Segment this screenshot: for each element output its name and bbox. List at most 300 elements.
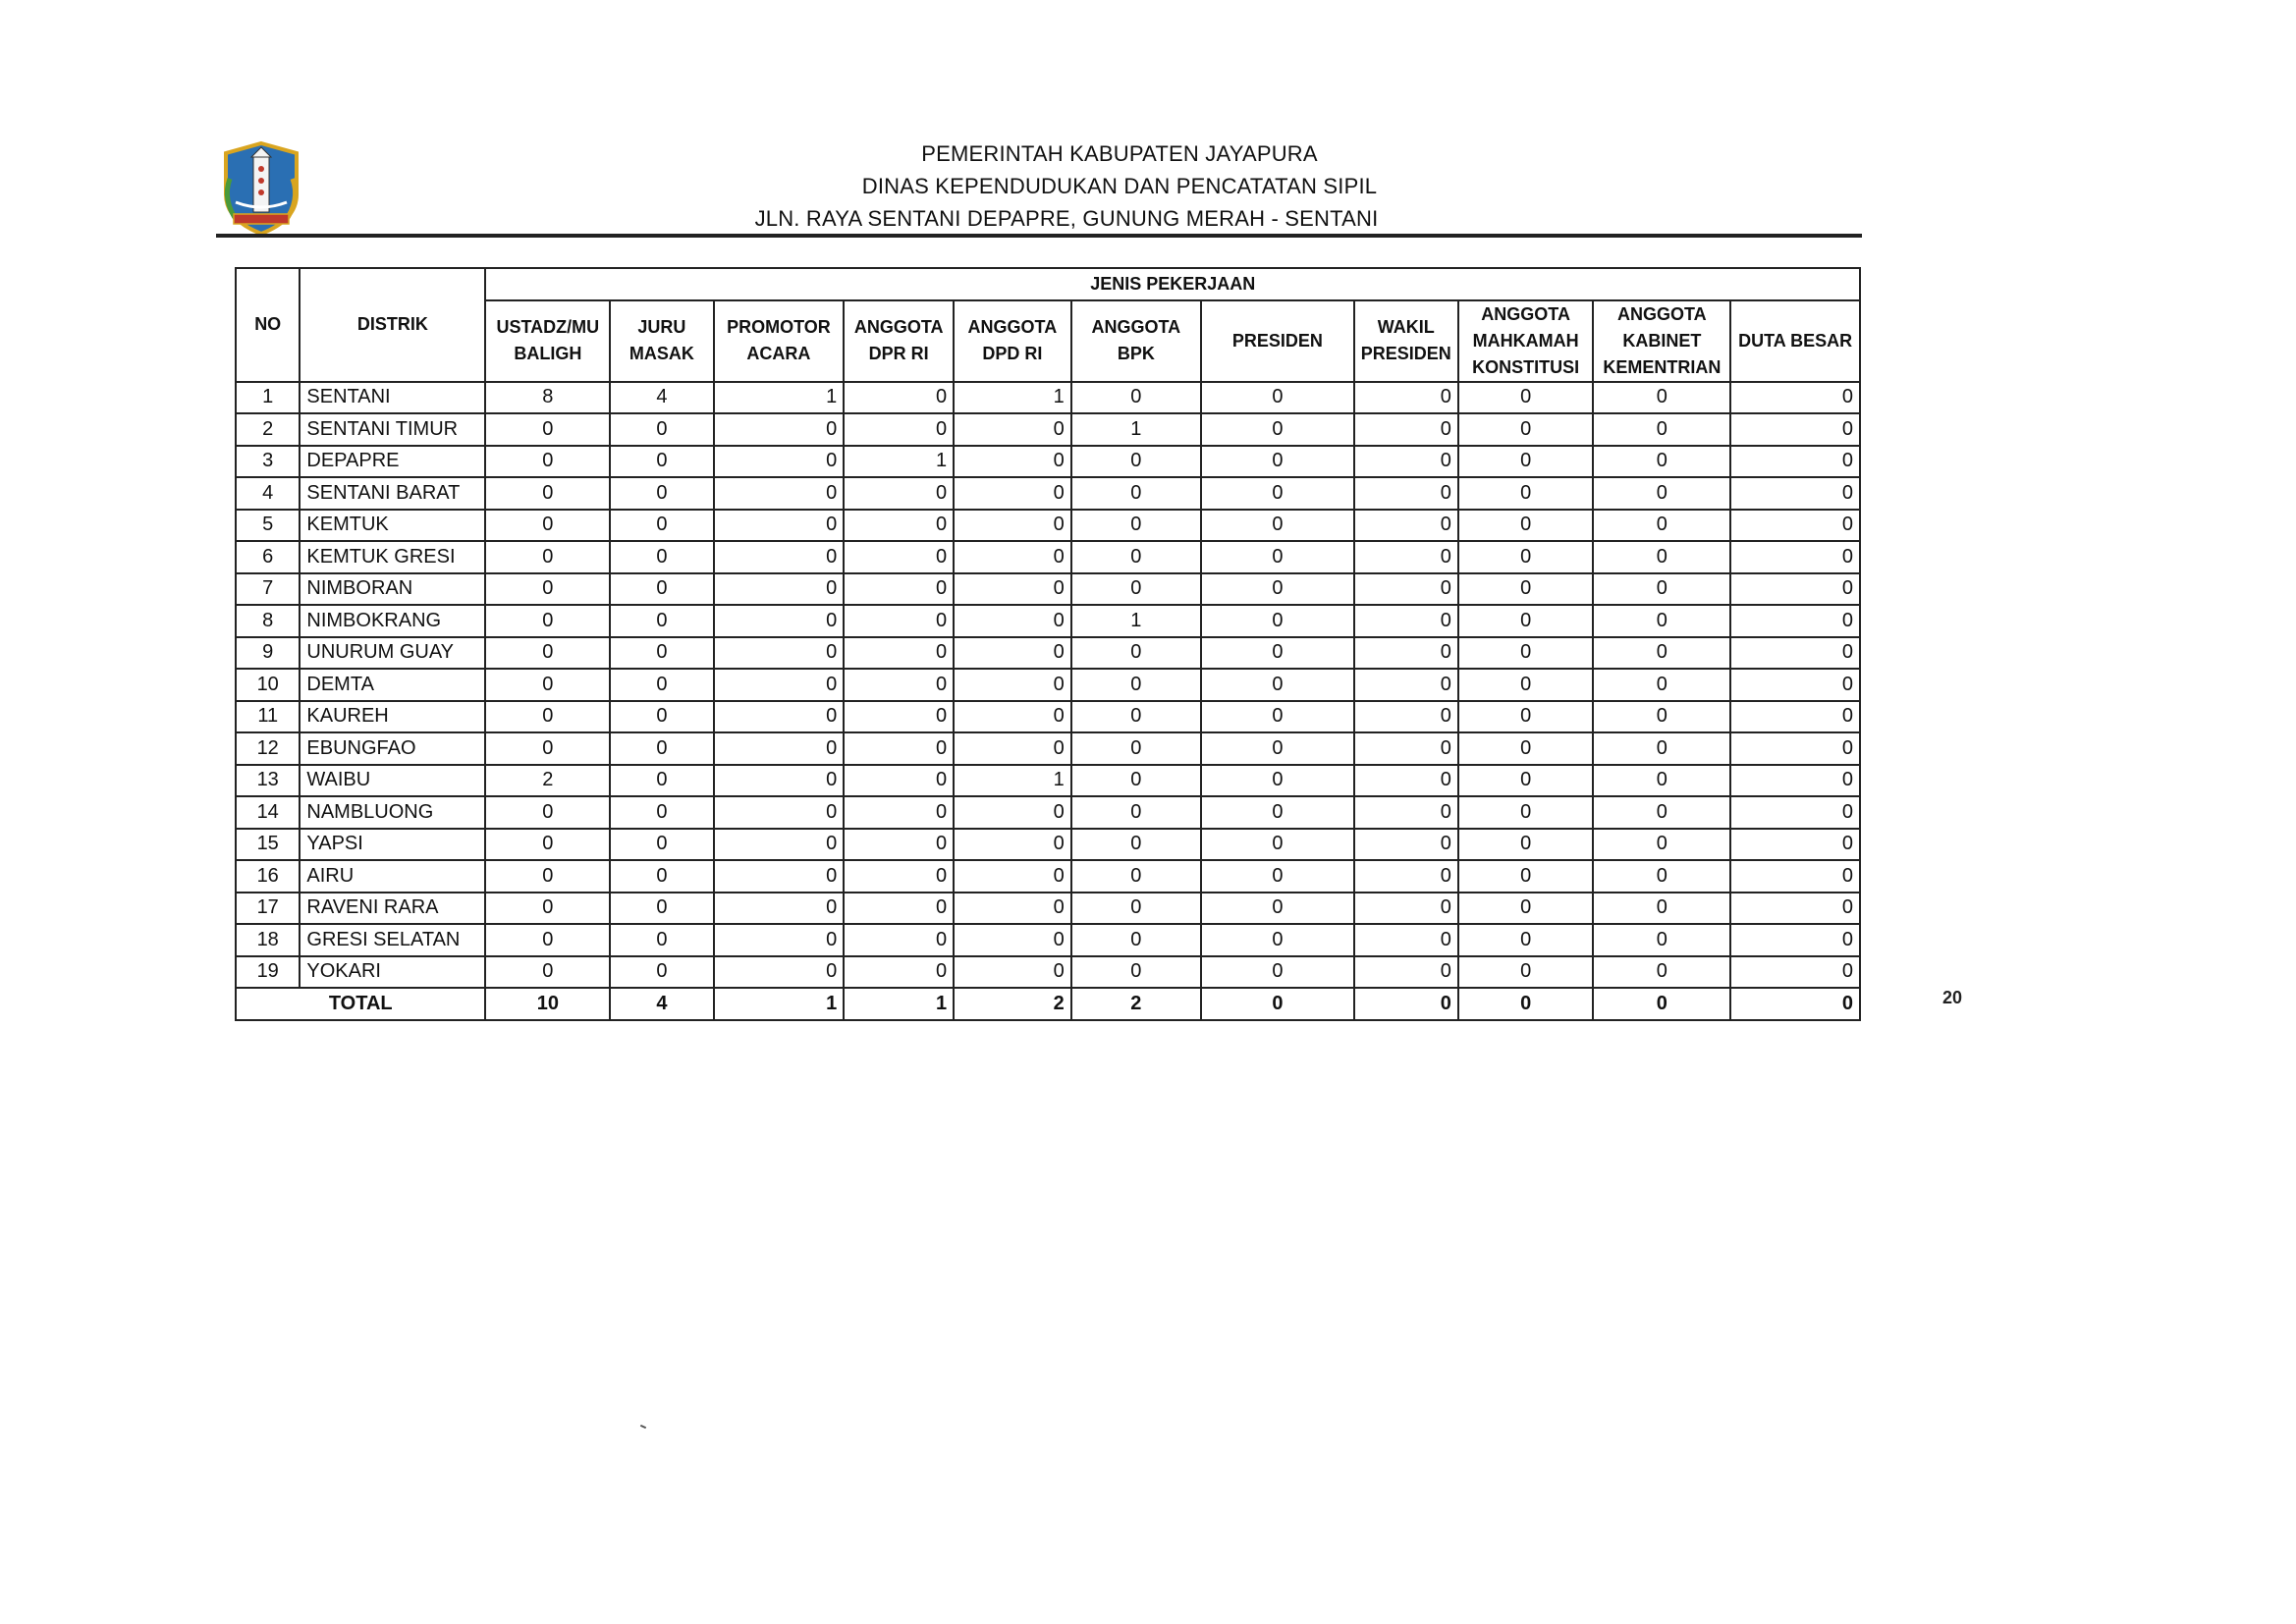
table-row [236, 765, 1860, 797]
count-cell: 2 [485, 765, 610, 797]
count-cell: 0 [844, 477, 954, 510]
district-name: NIMBORAN [300, 573, 485, 606]
count-cell: 0 [1593, 829, 1730, 861]
row-number: 13 [236, 765, 300, 797]
letterhead-divider [216, 234, 1862, 238]
count-cell: 0 [714, 701, 845, 733]
row-number: 17 [236, 893, 300, 925]
count-cell: 0 [954, 796, 1071, 829]
count-cell: 0 [1071, 541, 1201, 573]
count-cell: 0 [714, 541, 845, 573]
total-cell: 0 [1730, 988, 1860, 1020]
count-cell: 0 [1593, 573, 1730, 606]
count-cell: 0 [1458, 541, 1594, 573]
header-line: WAKIL [1377, 317, 1435, 337]
total-cell: 1 [844, 988, 954, 1020]
count-cell: 0 [485, 732, 610, 765]
district-name: YOKARI [300, 956, 485, 989]
count-cell: 0 [1730, 924, 1860, 956]
header-line: KABINET [1622, 330, 1702, 351]
row-number: 6 [236, 541, 300, 573]
district-name: YAPSI [300, 829, 485, 861]
row-number: 18 [236, 924, 300, 956]
header-column [1730, 300, 1860, 382]
count-cell: 0 [1354, 924, 1458, 956]
count-cell: 0 [610, 669, 713, 701]
count-cell: 0 [1730, 510, 1860, 542]
header-jenis-pekerjaan: JENIS PEKERJAAN [485, 268, 1860, 300]
count-cell: 0 [485, 510, 610, 542]
count-cell: 0 [714, 956, 845, 989]
count-cell: 0 [1071, 701, 1201, 733]
count-cell: 1 [714, 382, 845, 414]
count-cell: 0 [1354, 796, 1458, 829]
header-line: ANGGOTA [1617, 303, 1707, 324]
count-cell: 0 [610, 510, 713, 542]
count-cell: 0 [1201, 541, 1354, 573]
count-cell: 0 [954, 860, 1071, 893]
count-cell: 0 [1201, 477, 1354, 510]
count-cell: 0 [485, 796, 610, 829]
total-cell: 2 [954, 988, 1071, 1020]
count-cell: 0 [1201, 924, 1354, 956]
count-cell: 0 [1354, 510, 1458, 542]
district-name: SENTANI BARAT [300, 477, 485, 510]
count-cell: 0 [844, 893, 954, 925]
header-line: DUTA BESAR [1738, 330, 1853, 351]
count-cell: 4 [610, 382, 713, 414]
count-cell: 0 [610, 765, 713, 797]
total-cell: 4 [610, 988, 713, 1020]
table-row [236, 860, 1860, 893]
count-cell: 0 [1201, 605, 1354, 637]
count-cell: 0 [1201, 701, 1354, 733]
count-cell: 0 [485, 829, 610, 861]
count-cell: 0 [1071, 796, 1201, 829]
count-cell: 0 [714, 796, 845, 829]
count-cell: 0 [1071, 573, 1201, 606]
header-column [1458, 300, 1594, 382]
district-name: RAVENI RARA [300, 893, 485, 925]
count-cell: 0 [485, 956, 610, 989]
count-cell: 0 [954, 637, 1071, 670]
table-row [236, 669, 1860, 701]
count-cell: 0 [1593, 382, 1730, 414]
count-cell: 0 [954, 732, 1071, 765]
row-number: 1 [236, 382, 300, 414]
count-cell: 0 [714, 446, 845, 478]
count-cell: 0 [1730, 669, 1860, 701]
count-cell: 0 [1201, 637, 1354, 670]
count-cell: 0 [714, 477, 845, 510]
count-cell: 0 [954, 477, 1071, 510]
header-column [485, 300, 610, 382]
total-label: TOTAL [236, 988, 485, 1020]
count-cell: 0 [1354, 413, 1458, 446]
count-cell: 0 [1458, 924, 1594, 956]
count-cell: 0 [1730, 637, 1860, 670]
row-number: 15 [236, 829, 300, 861]
table-row [236, 701, 1860, 733]
header-line: USTADZ/MU [496, 317, 600, 337]
count-cell: 0 [1071, 893, 1201, 925]
row-number: 19 [236, 956, 300, 989]
count-cell: 0 [844, 637, 954, 670]
header-column [844, 300, 954, 382]
count-cell: 0 [714, 765, 845, 797]
total-cell: 1 [714, 988, 845, 1020]
count-cell: 0 [844, 573, 954, 606]
count-cell: 0 [1458, 573, 1594, 606]
table-body [236, 382, 1860, 1020]
row-number: 16 [236, 860, 300, 893]
count-cell: 0 [954, 669, 1071, 701]
table-row [236, 893, 1860, 925]
total-cell: 0 [1458, 988, 1594, 1020]
count-cell: 0 [1458, 829, 1594, 861]
count-cell: 0 [714, 924, 845, 956]
district-name: DEMTA [300, 669, 485, 701]
count-cell: 0 [610, 701, 713, 733]
count-cell: 0 [1458, 477, 1594, 510]
count-cell: 0 [1458, 765, 1594, 797]
count-cell: 0 [1593, 510, 1730, 542]
count-cell: 0 [844, 605, 954, 637]
count-cell: 0 [610, 573, 713, 606]
count-cell: 0 [1354, 446, 1458, 478]
count-cell: 0 [1354, 382, 1458, 414]
row-number: 9 [236, 637, 300, 670]
count-cell: 0 [1201, 510, 1354, 542]
count-cell: 0 [610, 413, 713, 446]
header-column [1354, 300, 1458, 382]
count-cell: 0 [1593, 796, 1730, 829]
count-cell: 0 [1354, 956, 1458, 989]
count-cell: 1 [954, 382, 1071, 414]
count-cell: 0 [844, 541, 954, 573]
count-cell: 0 [1458, 669, 1594, 701]
count-cell: 0 [1354, 669, 1458, 701]
header-line: MASAK [629, 344, 694, 363]
district-name: NIMBOKRANG [300, 605, 485, 637]
count-cell: 8 [485, 382, 610, 414]
table-row [236, 829, 1860, 861]
count-cell: 0 [1458, 732, 1594, 765]
header-line: JURU [637, 317, 686, 337]
header-line: ANGGOTA [1481, 303, 1570, 324]
row-number: 2 [236, 413, 300, 446]
count-cell: 0 [1354, 477, 1458, 510]
row-number: 10 [236, 669, 300, 701]
count-cell: 0 [954, 893, 1071, 925]
count-cell: 0 [485, 541, 610, 573]
count-cell: 0 [1071, 669, 1201, 701]
count-cell: 0 [954, 924, 1071, 956]
count-cell: 0 [1730, 829, 1860, 861]
count-cell: 0 [1730, 605, 1860, 637]
count-cell: 0 [954, 541, 1071, 573]
count-cell: 0 [485, 893, 610, 925]
count-cell: 0 [1458, 701, 1594, 733]
count-cell: 0 [1730, 413, 1860, 446]
count-cell: 0 [1593, 860, 1730, 893]
count-cell: 0 [1071, 637, 1201, 670]
table-row [236, 477, 1860, 510]
header-line: KEMENTRIAN [1603, 356, 1722, 377]
table-row [236, 605, 1860, 637]
row-number: 12 [236, 732, 300, 765]
count-cell: 0 [1201, 382, 1354, 414]
count-cell: 0 [1730, 956, 1860, 989]
count-cell: 0 [844, 413, 954, 446]
count-cell: 0 [954, 829, 1071, 861]
count-cell: 0 [954, 956, 1071, 989]
count-cell: 0 [610, 605, 713, 637]
count-cell: 0 [610, 956, 713, 989]
header-column [954, 300, 1071, 382]
count-cell: 0 [1354, 732, 1458, 765]
district-name: WAIBU [300, 765, 485, 797]
count-cell: 0 [1071, 765, 1201, 797]
count-cell: 0 [1593, 477, 1730, 510]
header-column [1071, 300, 1201, 382]
count-cell: 0 [1730, 573, 1860, 606]
count-cell: 0 [714, 732, 845, 765]
count-cell: 0 [844, 669, 954, 701]
count-cell: 0 [714, 510, 845, 542]
count-cell: 0 [1458, 860, 1594, 893]
district-name: UNURUM GUAY [300, 637, 485, 670]
count-cell: 0 [1730, 893, 1860, 925]
table-row [236, 510, 1860, 542]
district-name: KAUREH [300, 701, 485, 733]
count-cell: 0 [1071, 829, 1201, 861]
table-row [236, 541, 1860, 573]
count-cell: 0 [610, 860, 713, 893]
count-cell: 0 [1201, 765, 1354, 797]
table-row [236, 382, 1860, 414]
count-cell: 0 [1593, 732, 1730, 765]
row-number: 5 [236, 510, 300, 542]
count-cell: 0 [610, 796, 713, 829]
header-line: MAHKAMAH [1472, 330, 1579, 351]
count-cell: 0 [1730, 382, 1860, 414]
table-row [236, 446, 1860, 478]
header-line: DPR RI [868, 344, 929, 363]
count-cell: 0 [714, 829, 845, 861]
header-column [610, 300, 713, 382]
count-cell: 0 [485, 413, 610, 446]
count-cell: 0 [1071, 477, 1201, 510]
header-line: BPK [1117, 344, 1155, 363]
header-column [1593, 300, 1730, 382]
count-cell: 0 [1354, 893, 1458, 925]
count-cell: 0 [844, 956, 954, 989]
count-cell: 0 [1071, 956, 1201, 989]
count-cell: 0 [1071, 732, 1201, 765]
count-cell: 0 [714, 605, 845, 637]
count-cell: 0 [714, 669, 845, 701]
count-cell: 0 [610, 924, 713, 956]
header-line: ANGGOTA [853, 317, 944, 337]
letterhead [629, 137, 1611, 235]
district-name: KEMTUK GRESI [300, 541, 485, 573]
count-cell: 0 [1201, 956, 1354, 989]
count-cell: 0 [1201, 860, 1354, 893]
header-line: PRESIDEN [1231, 330, 1323, 351]
table-row [236, 924, 1860, 956]
header-distrik: DISTRIK [300, 268, 485, 382]
district-name: GRESI SELATAN [300, 924, 485, 956]
district-name: NAMBLUONG [300, 796, 485, 829]
count-cell: 0 [844, 796, 954, 829]
header-line: KONSTITUSI [1472, 356, 1580, 377]
count-cell: 0 [954, 413, 1071, 446]
count-cell: 0 [1354, 829, 1458, 861]
count-cell: 0 [1201, 829, 1354, 861]
count-cell: 0 [714, 860, 845, 893]
count-cell: 0 [1730, 541, 1860, 573]
count-cell: 0 [1354, 573, 1458, 606]
count-cell: 0 [954, 573, 1071, 606]
count-cell: 0 [1730, 796, 1860, 829]
count-cell: 0 [1458, 956, 1594, 989]
count-cell: 0 [1458, 510, 1594, 542]
header-line: PROMOTOR [727, 317, 831, 337]
count-cell: 1 [954, 765, 1071, 797]
count-cell: 0 [485, 477, 610, 510]
row-number: 3 [236, 446, 300, 478]
count-cell: 0 [1593, 605, 1730, 637]
header-column [714, 300, 845, 382]
count-cell: 0 [485, 637, 610, 670]
count-cell: 0 [610, 893, 713, 925]
header-line: BALIGH [514, 344, 582, 363]
letterhead-government: PEMERINTAH KABUPATEN JAYAPURA [921, 141, 1318, 166]
count-cell: 0 [610, 829, 713, 861]
total-cell: 10 [485, 988, 610, 1020]
count-cell: 0 [1354, 765, 1458, 797]
count-cell: 0 [1354, 605, 1458, 637]
count-cell: 0 [1730, 860, 1860, 893]
count-cell: 0 [485, 669, 610, 701]
header-line: ACARA [746, 344, 811, 363]
table-row [236, 956, 1860, 989]
count-cell: 0 [1730, 701, 1860, 733]
letterhead-address: JLN. RAYA SENTANI DEPAPRE, GUNUNG MERAH - SENTANI [754, 206, 1379, 231]
count-cell: 0 [1071, 924, 1201, 956]
count-cell: 0 [1201, 446, 1354, 478]
kabupaten-jayapura-crest-logo [216, 139, 306, 238]
count-cell: 0 [610, 477, 713, 510]
row-number: 11 [236, 701, 300, 733]
district-name: KEMTUK [300, 510, 485, 542]
count-cell: 0 [485, 446, 610, 478]
count-cell: 0 [610, 637, 713, 670]
count-cell: 0 [1458, 446, 1594, 478]
count-cell: 0 [844, 829, 954, 861]
table-row [236, 796, 1860, 829]
district-name: SENTANI [300, 382, 485, 414]
count-cell: 0 [1730, 477, 1860, 510]
count-cell: 0 [485, 573, 610, 606]
count-cell: 1 [844, 446, 954, 478]
count-cell: 0 [485, 605, 610, 637]
district-name: DEPAPRE [300, 446, 485, 478]
district-name: AIRU [300, 860, 485, 893]
count-cell: 0 [485, 701, 610, 733]
count-cell: 0 [714, 893, 845, 925]
count-cell: 0 [1593, 669, 1730, 701]
header-line: DPD RI [982, 344, 1043, 363]
row-number: 4 [236, 477, 300, 510]
count-cell: 0 [1354, 637, 1458, 670]
header-line: ANGGOTA [967, 317, 1058, 337]
count-cell: 0 [1354, 701, 1458, 733]
total-row [236, 988, 1860, 1020]
letterhead-agency: DINAS KEPENDUDUKAN DAN PENCATATAN SIPIL [861, 174, 1378, 198]
row-number: 8 [236, 605, 300, 637]
count-cell: 0 [954, 605, 1071, 637]
count-cell: 0 [714, 573, 845, 606]
count-cell: 0 [1201, 669, 1354, 701]
count-cell: 0 [954, 510, 1071, 542]
count-cell: 0 [1201, 413, 1354, 446]
count-cell: 0 [1593, 541, 1730, 573]
count-cell: 0 [844, 382, 954, 414]
count-cell: 0 [844, 924, 954, 956]
header-line: ANGGOTA [1091, 317, 1181, 337]
count-cell: 0 [1071, 510, 1201, 542]
total-cell: 0 [1201, 988, 1354, 1020]
count-cell: 0 [1071, 446, 1201, 478]
count-cell: 0 [1458, 605, 1594, 637]
count-cell: 0 [714, 413, 845, 446]
page-number: 20 [1942, 988, 1963, 1007]
count-cell: 0 [844, 701, 954, 733]
district-name: SENTANI TIMUR [300, 413, 485, 446]
count-cell: 0 [844, 732, 954, 765]
header-no: NO [236, 268, 300, 382]
table-row [236, 732, 1860, 765]
count-cell: 0 [1593, 924, 1730, 956]
count-cell: 0 [1071, 382, 1201, 414]
count-cell: 0 [954, 701, 1071, 733]
count-cell: 0 [1201, 732, 1354, 765]
count-cell: 0 [1593, 446, 1730, 478]
table-row [236, 573, 1860, 606]
header-column [1201, 300, 1354, 382]
count-cell: 0 [1458, 637, 1594, 670]
count-cell: 0 [1201, 573, 1354, 606]
count-cell: 0 [1458, 796, 1594, 829]
count-cell: 1 [1071, 413, 1201, 446]
count-cell: 0 [1458, 413, 1594, 446]
occupation-by-district-table [235, 267, 1861, 1021]
count-cell: 0 [1593, 637, 1730, 670]
count-cell: 0 [954, 446, 1071, 478]
district-name: EBUNGFAO [300, 732, 485, 765]
total-cell: 2 [1071, 988, 1201, 1020]
scan-speck [640, 1425, 646, 1429]
total-cell: 0 [1593, 988, 1730, 1020]
table-row [236, 637, 1860, 670]
count-cell: 0 [714, 637, 845, 670]
count-cell: 0 [1354, 541, 1458, 573]
count-cell: 0 [844, 765, 954, 797]
count-cell: 0 [844, 860, 954, 893]
count-cell: 0 [1730, 446, 1860, 478]
